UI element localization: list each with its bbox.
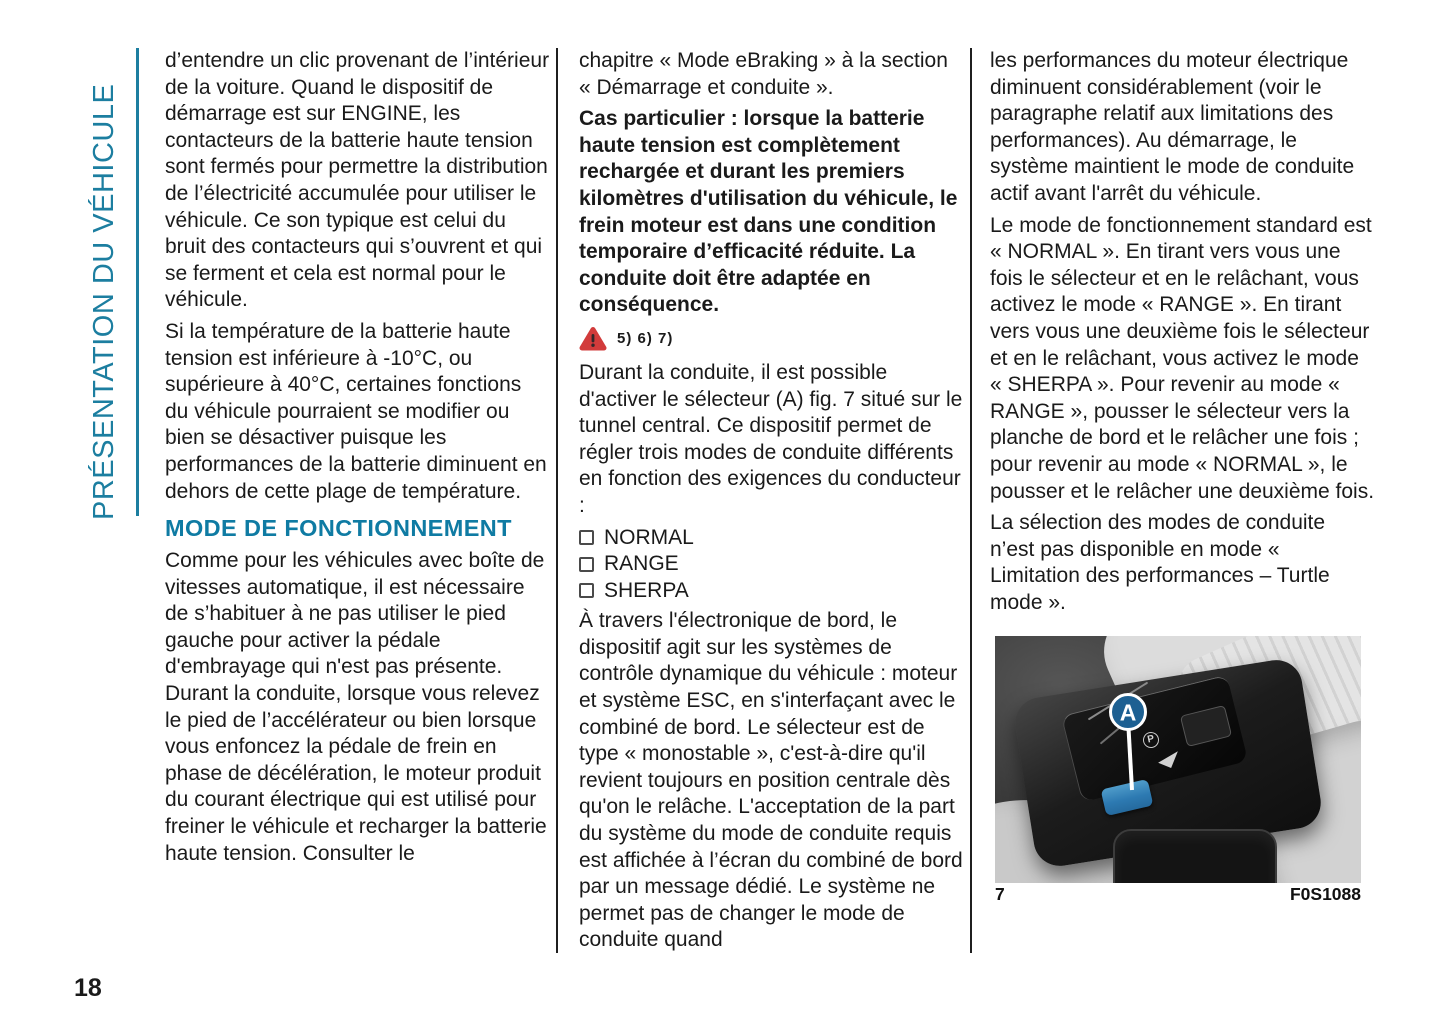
list-item-label: NORMAL (604, 525, 694, 549)
list-item (579, 551, 964, 578)
square-bullet-icon (579, 557, 594, 572)
warning-row (579, 324, 964, 354)
square-bullet-icon (579, 583, 594, 598)
paragraph: Durant la conduite, il est possible d'activer le sélecteur (A) fig. 7 situé sur le tunnel central. Ce dispositif permet de régler trois modes de conduite différents en fonction des exigences du conducteur : (579, 360, 963, 517)
column-divider-1 (556, 48, 558, 953)
paragraph: Si la température de la batterie haute tension est inférieure à -10°C, ou supérieure à 40°C, certaines fonctions du véhicule pourraient se modifier ou bien se désactiver puisque les performances de la batterie diminuent en dehors de cette plage de température. (165, 319, 547, 503)
parking-brake-icon: P (1142, 731, 1161, 750)
figure-code: F0S1088 (1289, 884, 1361, 904)
square-bullet-icon (579, 530, 594, 545)
list-item (579, 525, 964, 552)
warning-triangle-icon (579, 326, 607, 352)
paragraph: chapitre « Mode eBraking » à la section « Démarrage et conduite ». (579, 49, 948, 99)
list-item-label: RANGE (604, 552, 679, 576)
figure-number: 7 (995, 884, 1005, 904)
paragraph: La sélection des modes de conduite n’est pas disponible en mode « Limitation des performances – Turtle mode ». (990, 511, 1330, 614)
paragraph: d’entendre un clic provenant de l’intérieur de la voiture. Quand le dispositif de démarrage est sur ENGINE, les contacteurs de la batterie haute tension sont fermés pour permettre la distribution de l’électricité accumulée pour utiliser le véhicule. Ce son typique est celui du bruit des contacteurs qui s’ouvrent et qui se ferment et cela est normal pour le véhicule. (165, 49, 550, 312)
column-2 (579, 48, 964, 959)
figure-caption (995, 884, 1361, 905)
paragraph-bold: Cas particulier : lorsque la batterie haute tension est complètement rechargée et durant les premiers kilomètres d'utilisation du véhicule, le frein moteur est dans une condition temporaire d’efficacité réduite. La conduite doit être adaptée en conséquence. (579, 107, 958, 317)
paragraph: Le mode de fonctionnement standard est « NORMAL ». En tirant vers vous une fois le sélecteur et en le relâchant, vous activez le mode « RANGE ». En tirant vers vous une deuxième fois le sélecteur et en le relâchant, vous activez le mode « SHERPA ». Pour revenir au mode « RANGE », pousser le sélecteur vers la planche de bord et le relâcher une fois ; pour revenir au mode « NORMAL », le pousser et le relâcher une deuxième fois. (990, 213, 1375, 503)
column-1 (165, 48, 550, 872)
paragraph: Comme pour les véhicules avec boîte de vitesses automatique, il est nécessaire de s’habituer à ne pas utiliser le pied gauche pour activer la pédale d'embrayage qui n'est pas présente. Durant la conduite, lorsque vous relevez le pied de l’accélérateur ou bien lorsque vous enfoncez la pédale de frein en phase de décélération, le moteur produit du courant électrique qui est utilisé pour freiner le véhicule et recharger la batterie haute tension. Consulter le (165, 549, 547, 865)
page-number: 18 (74, 974, 102, 1002)
column-divider-2 (970, 48, 972, 953)
list-item (579, 578, 964, 605)
drive-mode-list (579, 525, 964, 605)
section-heading: MODE DE FONCTIONNEMENT (165, 515, 512, 542)
paragraph: les performances du moteur électrique diminuent considérablement (voir le paragraphe relatif aux limitations des performances). Au démarrage, le système maintient le mode de conduite actif avant l'arrêt du véhicule. (990, 49, 1355, 205)
chapter-title-vertical: PRÉSENTATION DU VÉHICULE (88, 83, 120, 520)
paragraph: À travers l'électronique de bord, le dispositif agit sur les systèmes de contrôle dynamique du véhicule : moteur et système ESC, en s'interfaçant avec le combiné de bord. Le sélecteur est de type « monostable », c'est-à-dire qu'il revient toujours en position centrale dès qu'on le relâche. L'acceptation de la part du système du mode de conduite requis est affichée à l’écran du combiné de bord par un message dédié. Le système ne permet pas de changer le mode de conduite quand (579, 609, 963, 952)
chapter-title-rule (136, 48, 139, 516)
warning-note-refs: 5) 6) 7) (617, 329, 674, 347)
callout-a (995, 636, 1361, 883)
callout-a-label: A (1119, 699, 1137, 726)
list-item-label: SHERPA (604, 578, 689, 602)
figure-console-photo (995, 636, 1361, 883)
column-3 (990, 48, 1375, 621)
